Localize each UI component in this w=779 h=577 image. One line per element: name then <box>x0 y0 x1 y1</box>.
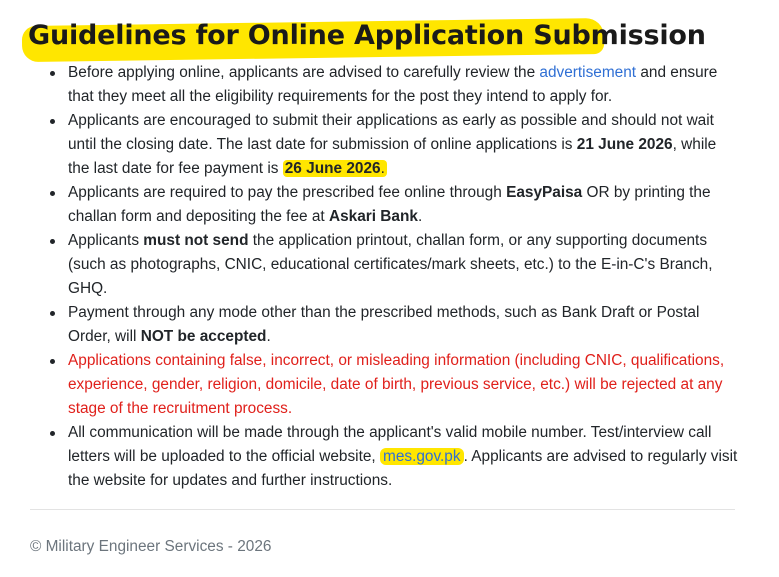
askari-bank-text: Askari Bank <box>328 208 418 225</box>
list-item-fee-payment <box>68 181 740 229</box>
list-item-review-advertisement <box>68 61 740 109</box>
must-not-send-text: must not send <box>143 232 249 249</box>
fee-deadline: 26 June 2026 <box>284 160 381 177</box>
not-accepted-text: NOT be accepted <box>140 328 267 345</box>
item-text: . <box>380 160 385 177</box>
mes-website-link[interactable]: mes.gov.pk <box>380 448 464 465</box>
item-text: , while the last date for fee payment is <box>68 136 717 177</box>
item-text: . Applicants are advised to regularly visit the website for updates and further instructions. <box>68 448 738 489</box>
item-text: . <box>266 328 271 345</box>
item-text: All communication will be made through the applicant's valid mobile number. Test/interview call letters will be uploaded to the official website, <box>68 424 712 465</box>
item-text: Payment through any mode other than the prescribed methods, such as Bank Draft or Postal Order, will <box>68 304 700 345</box>
list-item-communication <box>68 421 740 493</box>
footer-copyright: © Military Engineer Services - 2026 <box>30 538 272 555</box>
list-item-payment-mode <box>68 301 740 349</box>
fee-deadline-highlight <box>283 160 387 177</box>
easypaisa-text: EasyPaisa <box>506 184 583 201</box>
list-item-false-information-warning <box>68 349 740 421</box>
item-text: OR by printing the challan form and depositing the fee at <box>68 184 711 225</box>
item-text: Applicants are encouraged to submit their applications as early as possible and should not wait until the closing date. The last date for submission of online applications is <box>68 112 714 153</box>
item-text: Applicants are required to pay the prescribed fee online through <box>68 184 507 201</box>
warning-text: Applications containing false, incorrect, or misleading information (including CNIC, qualifications, experience, gender, religion, domicile, date of birth, previous service, etc.) will be rejected at any stage of the recruitment process. <box>68 352 725 417</box>
list-item-deadlines <box>68 109 740 181</box>
item-text: . <box>417 208 423 225</box>
list-item-do-not-send <box>68 229 740 301</box>
advertisement-link[interactable]: advertisement <box>539 64 637 81</box>
item-text: Before applying online, applicants are advised to carefully review the <box>68 64 540 81</box>
page-title: Guidelines for Online Application Submission <box>28 20 706 51</box>
guidelines-list <box>68 61 740 493</box>
submission-deadline: 21 June 2026 <box>576 136 673 153</box>
item-text: the application printout, challan form, or any supporting documents (such as photographs, CNIC, educational certificates/mark sheets, etc.) to the E-in-C's Branch, GHQ. <box>68 232 713 297</box>
item-text: and ensure that they meet all the eligibility requirements for the post they intend to apply for. <box>68 64 718 105</box>
heading-wrapper <box>22 14 706 58</box>
footer-divider <box>30 509 735 510</box>
item-text: Applicants <box>68 232 144 249</box>
